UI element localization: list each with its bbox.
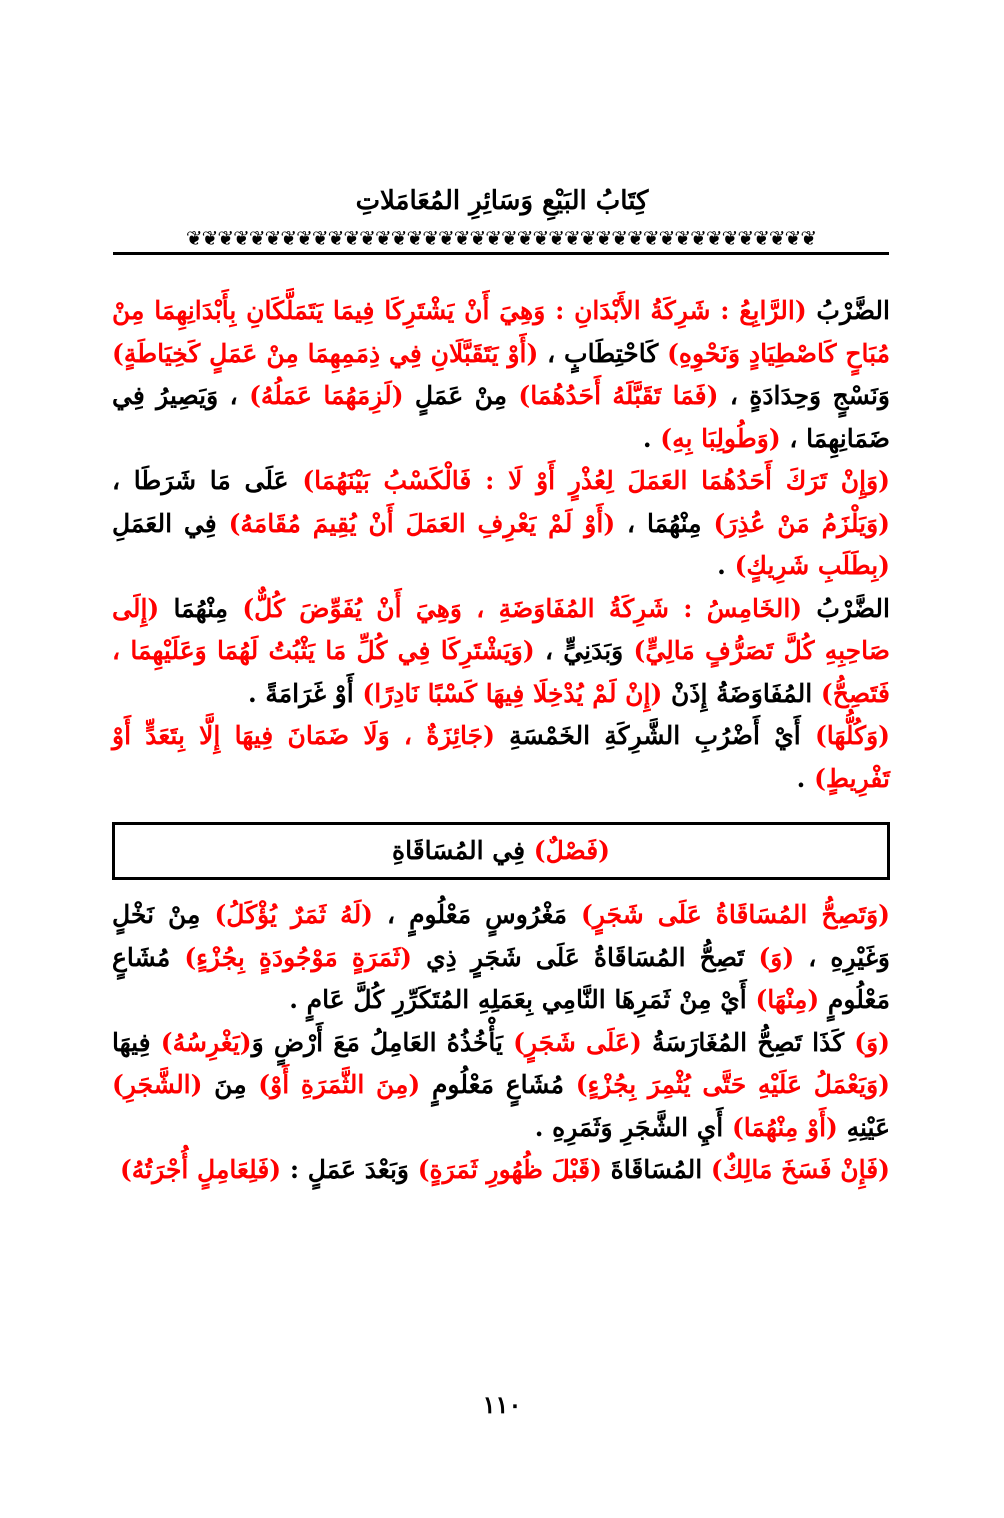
matn-text: (وَيَلْزَمُ مَنْ عُذِرَ) (713, 508, 890, 538)
matn-text: (إِلَى صَاحِبِهِ كُلَّ تَصَرُّفٍ مَالِيٍّ) (112, 593, 890, 665)
section-heading (392, 830, 610, 873)
matn-text: (أَوْ يَتَقَبَّلَانِ فِي ذِمَمِهِمَا مِنْ عَمَلٍ كَخِيَاطَةٍ) (112, 338, 539, 368)
sharh-text: أَيْ مِنْ ثَمَرِهَا النَّامِي بِعَمَلِهِ المُتَكَرِّرِ كُلَّ عَامٍ . (289, 985, 756, 1014)
section-heading-box (112, 822, 890, 880)
page-body (112, 290, 890, 1192)
sharh-text: وَنَسْجٍ وَحِدَادَةٍ ، (718, 381, 890, 410)
sharh-text: كَذَا تَصِحُّ المُغَارَسَةُ (641, 1027, 855, 1057)
header-divider (113, 252, 889, 255)
matn-text: (لَهُ ثَمَرٌ يُؤْكَلُ) (214, 900, 374, 929)
sharh-text: أَيِ الشَّجَرِ وَثَمَرِهِ . (534, 1112, 732, 1142)
sharh-text: مِنْهُمَا ، (615, 508, 714, 538)
sharh-text: تَصِحُّ المُسَاقَاةُ عَلَى شَجَرٍ ذِي (411, 942, 759, 972)
matn-text: (وَيَعْمَلُ عَلَيْهِ حَتَّى يُثْمِرَ بِجُزْءٍ) (575, 1070, 890, 1099)
matn-text: (فَإِنْ فَسَخَ مَالِكٌ) (710, 1155, 890, 1184)
sharh-text: فِي العَمَلِ (112, 508, 229, 538)
sharh-text: أَيْ أَضْرُبِ الشَّرِكَةِ الخَمْسَةِ (494, 721, 815, 750)
paragraph (112, 1022, 890, 1150)
matn-text: (وَيَشْتَرِكَا فِي كُلِّ مَا يَثْبُتُ لَهُمَا وَعَلَيْهِمَا ، فَتَصِحُّ) (112, 636, 890, 708)
matn-text: (وَ) (758, 942, 795, 972)
matn-text: (بِطَلَبِ شَرِيكٍ) (734, 551, 890, 580)
matn-text: (فَصْلٌ) (533, 835, 611, 865)
matn-text: (جَائِزَةٌ ، وَلَا ضَمَانَ فِيهَا إِلَّا بِتَعَدٍّ أَوْ تَفْرِيطٍ) (112, 721, 890, 793)
matn-text: (وَ) (854, 1027, 890, 1057)
matn-text: (وَكُلُّهَا) (814, 721, 890, 750)
matn-text: (فَمَا تَقَبَّلَهُ أَحَدُهُمَا) (518, 381, 719, 410)
matn-text: (مِنَ الثَّمَرَةِ أَوْ) (258, 1070, 421, 1099)
page-header-title: كِتَابُ البَيْعِ وَسَائِرِ المُعَامَلاتِ (355, 186, 649, 216)
paragraph (112, 894, 890, 1022)
sharh-text: مِنَ (202, 1070, 259, 1099)
matn-text: (لَزِمَهُمَا عَمَلُهُ) (249, 381, 404, 410)
sharh-text: فِيهَا (112, 1027, 161, 1057)
sharh-text: مِنْ نَخْلٍ وَغَيْرِهِ ، (112, 900, 890, 972)
sharh-text: المُسَاقَاةَ (601, 1155, 711, 1184)
matn-text: (إِنْ لَمْ يُدْخِلَا فِيهَا كَسْبًا نَادِرًا) (362, 678, 663, 708)
header-ornament: ❦❦❦❦❦❦❦❦❦❦❦❦❦❦❦❦❦❦❦❦❦❦❦❦❦❦❦❦❦❦❦❦❦❦❦❦❦❦❦❦ (185, 226, 817, 250)
matn-text: (أَوْ مِنْهُمَا) (731, 1112, 838, 1142)
sharh-text: عَيْنِهِ (837, 1112, 890, 1142)
sharh-text: الضَّرْبُ (806, 296, 890, 325)
sharh-text: . (717, 551, 735, 580)
sharh-text: المُفَاوَضَةُ إِذَنْ (662, 678, 821, 708)
matn-text: (يَغْرِسُهُ) (160, 1027, 252, 1057)
matn-text: (وَتَصِحُّ المُسَاقَاةُ عَلَى شَجَرٍ) (581, 900, 891, 929)
paragraph-block-sharika (112, 290, 890, 800)
matn-text: (عَلَى شَجَرٍ) (513, 1027, 642, 1057)
matn-text: (الشَّجَرِ) (112, 1070, 203, 1099)
matn-text: (الخَامِسُ : شَرِكَةُ المُفَاوَضَةِ ، وَهِيَ أَنْ يُفَوِّضَ كُلٌّ) (242, 593, 803, 623)
sharh-text: أَوْ غَرَامَةً . (247, 678, 363, 708)
sharh-text: مُشَاعٍ مَعْلُومٍ (420, 1070, 576, 1099)
paragraph-block-musaqat (112, 894, 890, 1192)
matn-text: (ثَمَرَةٍ مَوْجُودَةٍ بِجُزْءٍ) (184, 942, 412, 972)
sharh-text: فِي المُسَاقَاةِ (391, 835, 534, 865)
sharh-text: وَبَدَنِيٍّ ، (534, 636, 634, 665)
matn-text: (فَلِعَامِلٍ أُجْرَتُهُ) (119, 1155, 282, 1184)
sharh-text: مِنْهُمَا (159, 593, 243, 623)
matn-text: (وَطُولِبَا بِهِ) (660, 423, 781, 453)
paragraph (112, 1149, 890, 1192)
sharh-text: . (642, 423, 661, 453)
sharh-text: عَلَى مَا شَرَطَا ، (112, 466, 303, 495)
matn-text: (الرَّابِعُ : شَرِكَةُ الأَبْدَانِ : وَهِيَ أَنْ يَشْتَرِكَا فِيمَا يَتَمَلَّكَانِ بِأَبْدَانِهِمَا مِنْ مُبَاحٍ كَاصْطِيَادٍ وَنَحْوِهِ) (112, 296, 891, 368)
matn-text: (مِنْهَا) (755, 985, 820, 1014)
sharh-text: كَاحْتِطَابٍ ، (538, 338, 668, 368)
sharh-text: وَبَعْدَ عَمَلٍ : (281, 1155, 418, 1184)
sharh-text: مَغْرُوسٍ مَعْلُومٍ ، (373, 900, 582, 929)
paragraph (112, 290, 890, 460)
paragraph (112, 715, 890, 800)
sharh-text: ، وَيَصِيرُ فِي ضَمَانِهِمَا ، (112, 381, 890, 453)
sharh-text: مِنْ عَمَلٍ (403, 381, 519, 410)
paragraph (112, 460, 890, 588)
matn-text: (أَوْ لَمْ يَعْرِفِ العَمَلَ أَنْ يُقِيمَ مُقَامَهُ) (228, 508, 616, 538)
matn-text: (قَبْلَ ظُهُورِ ثَمَرَةٍ) (417, 1155, 602, 1184)
page-number: ١١٠ (482, 1390, 522, 1419)
matn-text: (وَإِنْ تَرَكَ أَحَدُهُمَا العَمَلَ لِعُذْرٍ أَوْ لَا : فَالْكَسْبُ بَيْنَهُمَا) (302, 466, 891, 495)
sharh-text: يَأْخُذُهُ العَامِلُ مَعَ أَرْضٍ وَ (251, 1027, 514, 1057)
sharh-text: مُشَاعٍ مَعْلُومٍ (112, 942, 890, 1014)
sharh-text: . (796, 763, 815, 793)
paragraph (112, 588, 890, 716)
sharh-text: الضَّرْبُ (802, 593, 890, 623)
